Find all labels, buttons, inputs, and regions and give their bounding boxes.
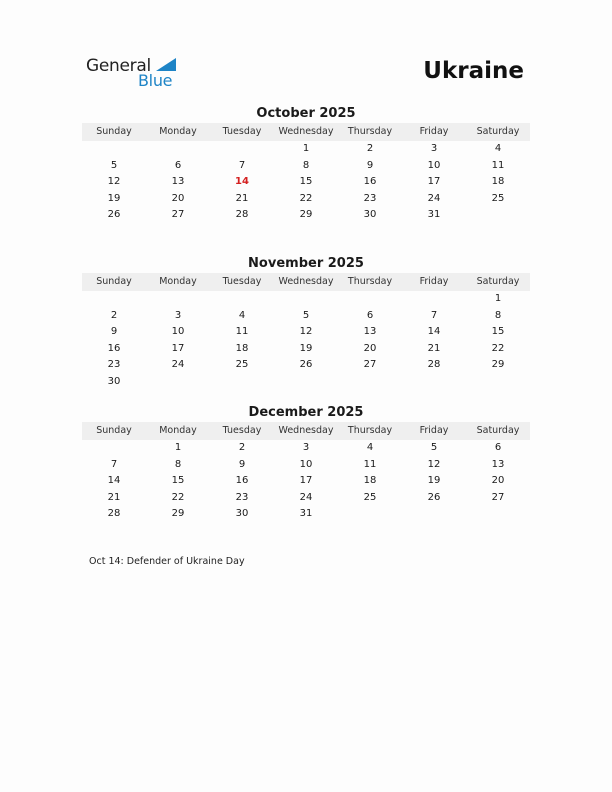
week-row bbox=[82, 324, 530, 341]
month-december bbox=[82, 404, 530, 523]
day-cell: 23 bbox=[107, 359, 121, 371]
day-cell: 18 bbox=[491, 176, 505, 188]
day-cell: 4 bbox=[494, 143, 502, 154]
week-row bbox=[82, 207, 530, 224]
day-cell: 15 bbox=[491, 326, 505, 338]
week-row bbox=[82, 357, 530, 374]
day-cell: 18 bbox=[235, 342, 249, 354]
holiday-notes bbox=[89, 556, 245, 567]
weekday-label: Thursday bbox=[347, 126, 393, 137]
day-cell: 2 bbox=[366, 143, 374, 154]
day-cell: 15 bbox=[171, 475, 185, 487]
day-cell: 2 bbox=[238, 442, 246, 453]
day-cell: 6 bbox=[174, 159, 182, 171]
day-cell: 9 bbox=[366, 159, 374, 171]
weekday-label: Friday bbox=[419, 425, 449, 436]
day-cell: 19 bbox=[107, 192, 121, 204]
day-cell bbox=[466, 506, 530, 523]
day-cell: 29 bbox=[491, 359, 505, 371]
day-cell: 11 bbox=[491, 159, 505, 171]
day-cell: 13 bbox=[363, 326, 377, 338]
weekday-label: Saturday bbox=[476, 425, 520, 436]
day-cell: 17 bbox=[427, 176, 441, 188]
day-cell: 7 bbox=[238, 159, 246, 171]
day-cell: 27 bbox=[491, 491, 505, 503]
day-cell: 20 bbox=[363, 342, 377, 354]
week-row bbox=[82, 473, 530, 490]
week-row bbox=[82, 291, 530, 308]
day-cell: 23 bbox=[235, 491, 249, 503]
day-cell bbox=[274, 291, 338, 308]
day-cell: 3 bbox=[302, 442, 310, 453]
weekday-label: Monday bbox=[159, 126, 197, 137]
day-cell: 1 bbox=[174, 442, 182, 453]
day-cell: 30 bbox=[107, 375, 121, 387]
week-row bbox=[82, 490, 530, 507]
weekday-header-row bbox=[82, 422, 530, 440]
day-cell: 4 bbox=[238, 309, 246, 321]
day-cell bbox=[402, 506, 466, 523]
day-cell: 24 bbox=[299, 491, 313, 503]
day-cell: 26 bbox=[107, 209, 121, 221]
day-cell: 16 bbox=[107, 342, 121, 354]
day-cell: 28 bbox=[235, 209, 249, 221]
day-cell: 21 bbox=[235, 192, 249, 204]
day-cell bbox=[338, 374, 402, 391]
day-cell bbox=[466, 374, 530, 391]
day-cell: 17 bbox=[171, 342, 185, 354]
day-cell: 5 bbox=[430, 442, 438, 453]
day-cell bbox=[146, 291, 210, 308]
day-cell: 1 bbox=[302, 143, 310, 154]
month-title: December 2025 bbox=[248, 405, 364, 420]
day-cell bbox=[338, 506, 402, 523]
weekday-label: Friday bbox=[419, 276, 449, 287]
week-row bbox=[82, 174, 530, 191]
week-row bbox=[82, 506, 530, 523]
day-cell: 27 bbox=[363, 359, 377, 371]
day-cell: 6 bbox=[494, 442, 502, 453]
day-cell: 4 bbox=[366, 442, 374, 453]
week-row bbox=[82, 341, 530, 358]
weekday-label: Sunday bbox=[96, 276, 132, 287]
day-cell: 31 bbox=[299, 508, 313, 520]
day-cell bbox=[402, 374, 466, 391]
day-cell: 21 bbox=[427, 342, 441, 354]
holiday-day-cell: 14 bbox=[235, 176, 249, 188]
day-cell: 7 bbox=[430, 309, 438, 321]
weekday-label: Sunday bbox=[96, 425, 132, 436]
day-cell: 12 bbox=[427, 458, 441, 470]
weekday-label: Thursday bbox=[347, 425, 393, 436]
day-cell: 23 bbox=[363, 192, 377, 204]
day-cell: 26 bbox=[299, 359, 313, 371]
day-cell: 9 bbox=[238, 458, 246, 470]
week-row bbox=[82, 374, 530, 391]
day-cell bbox=[210, 374, 274, 391]
weekday-label: Saturday bbox=[476, 126, 520, 137]
day-cell: 20 bbox=[171, 192, 185, 204]
day-cell bbox=[146, 141, 210, 158]
day-cell: 10 bbox=[299, 458, 313, 470]
day-cell: 13 bbox=[171, 176, 185, 188]
day-cell: 17 bbox=[299, 475, 313, 487]
day-cell: 5 bbox=[110, 159, 118, 171]
weekday-label: Wednesday bbox=[278, 276, 334, 287]
day-cell: 14 bbox=[107, 475, 121, 487]
day-cell bbox=[146, 374, 210, 391]
month-title: October 2025 bbox=[256, 106, 356, 121]
weekday-label: Tuesday bbox=[222, 126, 262, 137]
week-row bbox=[82, 457, 530, 474]
day-cell: 8 bbox=[302, 159, 310, 171]
week-row bbox=[82, 158, 530, 175]
day-cell: 30 bbox=[235, 508, 249, 520]
logo-triangle-icon bbox=[156, 58, 176, 71]
day-cell: 8 bbox=[174, 458, 182, 470]
weekday-label: Wednesday bbox=[278, 126, 334, 137]
week-row bbox=[82, 308, 530, 325]
day-cell: 24 bbox=[427, 192, 441, 204]
day-cell: 28 bbox=[107, 508, 121, 520]
weekday-label: Monday bbox=[159, 425, 197, 436]
day-cell bbox=[402, 291, 466, 308]
day-cell: 10 bbox=[427, 159, 441, 171]
day-cell: 29 bbox=[171, 508, 185, 520]
day-cell: 2 bbox=[110, 309, 118, 321]
weekday-header-row bbox=[82, 273, 530, 291]
day-cell: 25 bbox=[235, 359, 249, 371]
day-cell bbox=[466, 207, 530, 224]
day-cell: 29 bbox=[299, 209, 313, 221]
day-cell: 3 bbox=[430, 143, 438, 154]
weekday-label: Wednesday bbox=[278, 425, 334, 436]
weekday-label: Friday bbox=[419, 126, 449, 137]
day-cell: 13 bbox=[491, 458, 505, 470]
day-cell: 6 bbox=[366, 309, 374, 321]
weekday-label: Thursday bbox=[347, 276, 393, 287]
country-title: Ukraine bbox=[423, 58, 524, 84]
day-cell: 22 bbox=[299, 192, 313, 204]
day-cell: 16 bbox=[363, 176, 377, 188]
holiday-note: Oct 14: Defender of Ukraine Day bbox=[89, 556, 245, 567]
weekday-label: Saturday bbox=[476, 276, 520, 287]
day-cell bbox=[210, 141, 274, 158]
generalblue-logo bbox=[86, 56, 186, 90]
day-cell bbox=[274, 374, 338, 391]
day-cell: 5 bbox=[302, 309, 310, 321]
day-cell: 24 bbox=[171, 359, 185, 371]
logo-text-blue: Blue bbox=[138, 71, 173, 90]
day-cell: 11 bbox=[363, 458, 377, 470]
day-cell: 19 bbox=[427, 475, 441, 487]
week-row bbox=[82, 440, 530, 457]
day-cell: 28 bbox=[427, 359, 441, 371]
day-cell: 10 bbox=[171, 326, 185, 338]
day-cell: 18 bbox=[363, 475, 377, 487]
day-cell: 20 bbox=[491, 475, 505, 487]
weekday-label: Sunday bbox=[96, 126, 132, 137]
week-row bbox=[82, 191, 530, 208]
day-cell: 15 bbox=[299, 176, 313, 188]
day-cell: 11 bbox=[235, 326, 249, 338]
day-cell: 3 bbox=[174, 309, 182, 321]
weekday-header-row bbox=[82, 123, 530, 141]
day-cell bbox=[82, 291, 146, 308]
day-cell: 19 bbox=[299, 342, 313, 354]
day-cell bbox=[210, 291, 274, 308]
day-cell: 27 bbox=[171, 209, 185, 221]
day-cell: 21 bbox=[107, 491, 121, 503]
day-cell: 25 bbox=[363, 491, 377, 503]
logo-text-general: General bbox=[86, 56, 151, 76]
weekday-label: Monday bbox=[159, 276, 197, 287]
day-cell: 8 bbox=[494, 309, 502, 321]
day-cell: 12 bbox=[107, 176, 121, 188]
day-cell: 25 bbox=[491, 192, 505, 204]
weekday-label: Tuesday bbox=[222, 425, 262, 436]
day-cell: 31 bbox=[427, 209, 441, 221]
month-title: November 2025 bbox=[248, 256, 364, 271]
day-cell: 16 bbox=[235, 475, 249, 487]
day-cell: 30 bbox=[363, 209, 377, 221]
day-cell: 1 bbox=[494, 293, 502, 304]
week-row bbox=[82, 141, 530, 158]
day-cell: 14 bbox=[427, 326, 441, 338]
day-cell: 26 bbox=[427, 491, 441, 503]
day-cell bbox=[338, 291, 402, 308]
month-october bbox=[82, 105, 530, 224]
day-cell bbox=[82, 141, 146, 158]
day-cell bbox=[82, 440, 146, 457]
day-cell: 9 bbox=[110, 326, 118, 338]
day-cell: 22 bbox=[171, 491, 185, 503]
day-cell: 12 bbox=[299, 326, 313, 338]
day-cell: 7 bbox=[110, 458, 118, 470]
weekday-label: Tuesday bbox=[222, 276, 262, 287]
month-november bbox=[82, 255, 530, 391]
day-cell: 22 bbox=[491, 342, 505, 354]
